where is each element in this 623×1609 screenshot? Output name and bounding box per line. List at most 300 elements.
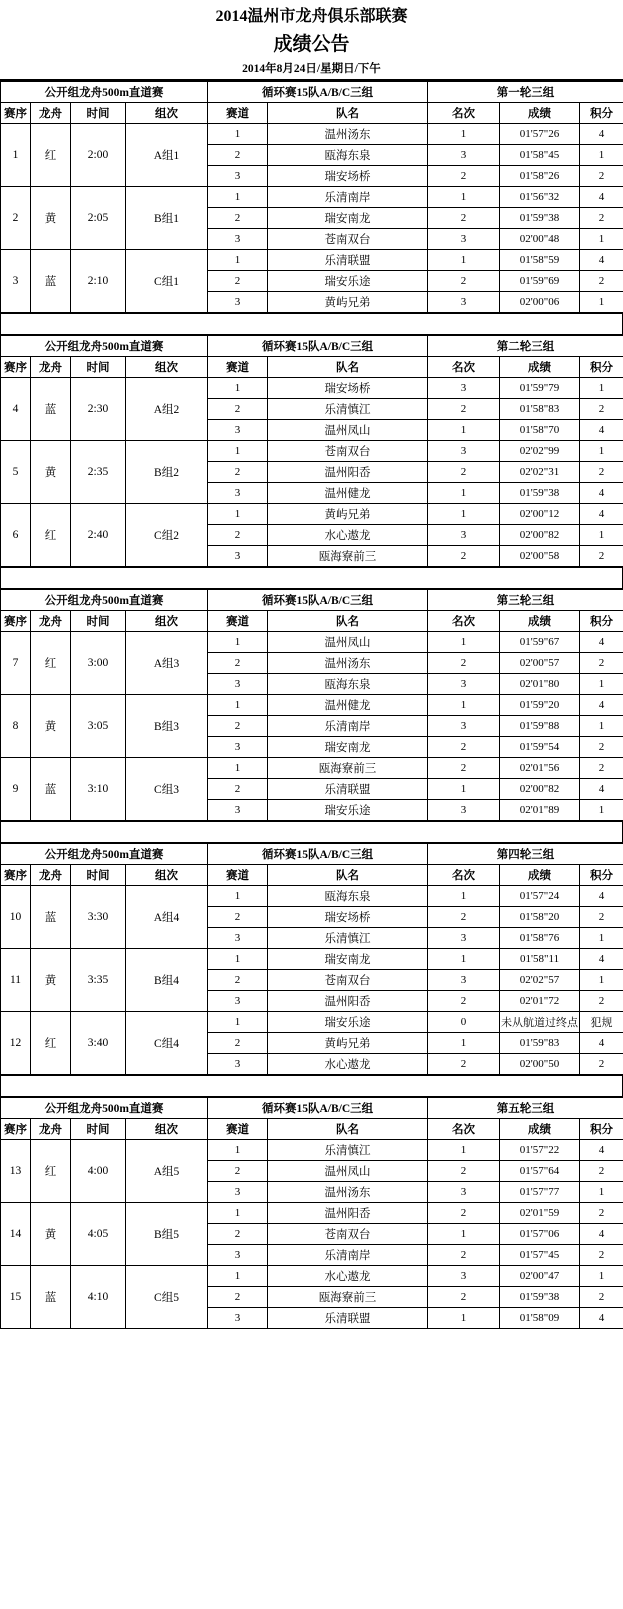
team-cell: 乐清慎江 bbox=[268, 1140, 428, 1161]
result-cell: 01'59"38 bbox=[500, 483, 580, 504]
points-cell: 2 bbox=[580, 1161, 623, 1182]
points-cell: 犯规 bbox=[580, 1012, 623, 1033]
result-cell: 01'59"67 bbox=[500, 632, 580, 653]
rank-cell: 2 bbox=[428, 1287, 500, 1308]
rank-cell: 1 bbox=[428, 504, 500, 525]
column-header-row bbox=[1, 611, 623, 632]
lane-cell: 1 bbox=[208, 632, 268, 653]
rank-cell: 1 bbox=[428, 250, 500, 271]
heat-group-cell: A组4 bbox=[126, 886, 208, 949]
heat-start-time-cell: 3:05 bbox=[71, 695, 126, 758]
table-row bbox=[1, 504, 623, 525]
lane-cell: 3 bbox=[208, 546, 268, 567]
result-cell: 01'58"11 bbox=[500, 949, 580, 970]
points-cell: 2 bbox=[580, 653, 623, 674]
format-label: 循环赛15队A/B/C三组 bbox=[208, 1098, 428, 1119]
result-cell: 01'57"26 bbox=[500, 124, 580, 145]
column-header-seq: 赛序 bbox=[1, 611, 31, 632]
lane-cell: 1 bbox=[208, 1203, 268, 1224]
lane-cell: 1 bbox=[208, 1266, 268, 1287]
team-cell: 黄屿兄弟 bbox=[268, 504, 428, 525]
column-header-lane: 赛道 bbox=[208, 865, 268, 886]
column-header-seq: 赛序 bbox=[1, 865, 31, 886]
points-cell: 1 bbox=[580, 525, 623, 546]
heat-boat-cell: 蓝 bbox=[31, 758, 71, 821]
lane-cell: 2 bbox=[208, 462, 268, 483]
team-cell: 瓯海寮前三 bbox=[268, 758, 428, 779]
lane-cell: 1 bbox=[208, 695, 268, 716]
heat-boat-cell: 蓝 bbox=[31, 250, 71, 313]
heat-group-cell: B组4 bbox=[126, 949, 208, 1012]
rank-cell: 3 bbox=[428, 378, 500, 399]
column-header-row bbox=[1, 1119, 623, 1140]
heat-boat-cell: 黄 bbox=[31, 949, 71, 1012]
heat-group-cell: A组1 bbox=[126, 124, 208, 187]
rank-cell: 3 bbox=[428, 970, 500, 991]
rank-cell: 2 bbox=[428, 208, 500, 229]
lane-cell: 2 bbox=[208, 1161, 268, 1182]
points-cell: 2 bbox=[580, 1287, 623, 1308]
column-header-team: 队名 bbox=[268, 357, 428, 378]
table-row bbox=[1, 1012, 623, 1033]
heat-seq-cell: 7 bbox=[1, 632, 31, 695]
format-label: 循环赛15队A/B/C三组 bbox=[208, 82, 428, 103]
heat-group-cell: B组3 bbox=[126, 695, 208, 758]
column-header-result: 成绩 bbox=[500, 865, 580, 886]
points-cell: 2 bbox=[580, 1054, 623, 1075]
result-cell: 02'00"06 bbox=[500, 292, 580, 313]
team-cell: 瓯海东泉 bbox=[268, 145, 428, 166]
round-table bbox=[0, 589, 623, 821]
heat-start-time-cell: 2:40 bbox=[71, 504, 126, 567]
separator-cell bbox=[1, 822, 623, 843]
heat-start-time-cell: 3:40 bbox=[71, 1012, 126, 1075]
points-cell: 4 bbox=[580, 632, 623, 653]
table-row bbox=[1, 187, 623, 208]
rank-cell: 3 bbox=[428, 525, 500, 546]
column-header-rank: 名次 bbox=[428, 865, 500, 886]
column-header-lane: 赛道 bbox=[208, 1119, 268, 1140]
separator-cell bbox=[1, 568, 623, 589]
heat-boat-cell: 红 bbox=[31, 504, 71, 567]
team-cell: 乐清联盟 bbox=[268, 779, 428, 800]
rounds-container bbox=[0, 81, 623, 1329]
rank-cell: 2 bbox=[428, 546, 500, 567]
round-separator bbox=[0, 821, 623, 843]
points-cell: 4 bbox=[580, 250, 623, 271]
heat-start-time-cell: 2:05 bbox=[71, 187, 126, 250]
points-cell: 1 bbox=[580, 970, 623, 991]
column-header-time: 时间 bbox=[71, 865, 126, 886]
team-cell: 温州汤东 bbox=[268, 1182, 428, 1203]
rank-cell: 2 bbox=[428, 271, 500, 292]
points-cell: 2 bbox=[580, 546, 623, 567]
heat-group-cell: B组1 bbox=[126, 187, 208, 250]
round-group-header-row bbox=[1, 336, 623, 357]
team-cell: 苍南双台 bbox=[268, 970, 428, 991]
heat-group-cell: C组1 bbox=[126, 250, 208, 313]
points-cell: 2 bbox=[580, 907, 623, 928]
lane-cell: 1 bbox=[208, 504, 268, 525]
result-cell: 02'00"47 bbox=[500, 1266, 580, 1287]
column-header-points: 积分 bbox=[580, 357, 623, 378]
result-cell: 01'57"22 bbox=[500, 1140, 580, 1161]
table-row bbox=[1, 124, 623, 145]
column-header-result: 成绩 bbox=[500, 611, 580, 632]
team-cell: 温州凤山 bbox=[268, 632, 428, 653]
heat-seq-cell: 3 bbox=[1, 250, 31, 313]
points-cell: 1 bbox=[580, 800, 623, 821]
heat-boat-cell: 黄 bbox=[31, 187, 71, 250]
heat-seq-cell: 2 bbox=[1, 187, 31, 250]
team-cell: 乐清南岸 bbox=[268, 187, 428, 208]
rank-cell: 2 bbox=[428, 166, 500, 187]
column-header-row bbox=[1, 865, 623, 886]
result-cell: 02'02"57 bbox=[500, 970, 580, 991]
points-cell: 2 bbox=[580, 1203, 623, 1224]
heat-boat-cell: 黄 bbox=[31, 695, 71, 758]
rank-cell: 3 bbox=[428, 229, 500, 250]
event-label: 公开组龙舟500m直道赛 bbox=[1, 844, 208, 865]
round-table bbox=[0, 843, 623, 1075]
team-cell: 温州凤山 bbox=[268, 1161, 428, 1182]
rank-cell: 3 bbox=[428, 928, 500, 949]
team-cell: 水心遨龙 bbox=[268, 1266, 428, 1287]
points-cell: 4 bbox=[580, 949, 623, 970]
team-cell: 瓯海寮前三 bbox=[268, 546, 428, 567]
result-cell: 02'01"59 bbox=[500, 1203, 580, 1224]
heat-seq-cell: 11 bbox=[1, 949, 31, 1012]
team-cell: 温州凤山 bbox=[268, 420, 428, 441]
points-cell: 4 bbox=[580, 886, 623, 907]
points-cell: 2 bbox=[580, 758, 623, 779]
heat-start-time-cell: 3:00 bbox=[71, 632, 126, 695]
result-cell: 02'01"80 bbox=[500, 674, 580, 695]
rank-cell: 2 bbox=[428, 1245, 500, 1266]
team-cell: 乐清慎江 bbox=[268, 399, 428, 420]
heat-seq-cell: 15 bbox=[1, 1266, 31, 1329]
rank-cell: 1 bbox=[428, 779, 500, 800]
column-header-time: 时间 bbox=[71, 611, 126, 632]
column-header-boat: 龙舟 bbox=[31, 865, 71, 886]
heat-seq-cell: 1 bbox=[1, 124, 31, 187]
lane-cell: 2 bbox=[208, 399, 268, 420]
column-header-heat: 组次 bbox=[126, 611, 208, 632]
team-cell: 温州健龙 bbox=[268, 483, 428, 504]
column-header-time: 时间 bbox=[71, 1119, 126, 1140]
points-cell: 2 bbox=[580, 991, 623, 1012]
format-label: 循环赛15队A/B/C三组 bbox=[208, 590, 428, 611]
lane-cell: 3 bbox=[208, 166, 268, 187]
round-separator bbox=[0, 1075, 623, 1097]
lane-cell: 2 bbox=[208, 1033, 268, 1054]
team-cell: 乐清联盟 bbox=[268, 250, 428, 271]
rank-cell: 1 bbox=[428, 1224, 500, 1245]
heat-seq-cell: 14 bbox=[1, 1203, 31, 1266]
lane-cell: 3 bbox=[208, 1182, 268, 1203]
result-cell: 02'00"57 bbox=[500, 653, 580, 674]
team-cell: 乐清南岸 bbox=[268, 716, 428, 737]
heat-start-time-cell: 2:35 bbox=[71, 441, 126, 504]
round-table bbox=[0, 81, 623, 313]
column-header-rank: 名次 bbox=[428, 103, 500, 124]
team-cell: 水心遨龙 bbox=[268, 525, 428, 546]
heat-group-cell: B组5 bbox=[126, 1203, 208, 1266]
lane-cell: 2 bbox=[208, 1287, 268, 1308]
lane-cell: 2 bbox=[208, 653, 268, 674]
points-cell: 1 bbox=[580, 928, 623, 949]
column-header-seq: 赛序 bbox=[1, 1119, 31, 1140]
column-header-points: 积分 bbox=[580, 1119, 623, 1140]
result-cell: 02'02"31 bbox=[500, 462, 580, 483]
table-row bbox=[1, 378, 623, 399]
lane-cell: 2 bbox=[208, 907, 268, 928]
points-cell: 1 bbox=[580, 716, 623, 737]
lane-cell: 2 bbox=[208, 145, 268, 166]
points-cell: 4 bbox=[580, 779, 623, 800]
team-cell: 温州汤东 bbox=[268, 124, 428, 145]
lane-cell: 1 bbox=[208, 758, 268, 779]
team-cell: 苍南双台 bbox=[268, 441, 428, 462]
points-cell: 4 bbox=[580, 187, 623, 208]
page-subtitle: 成绩公告 bbox=[273, 34, 350, 55]
event-label: 公开组龙舟500m直道赛 bbox=[1, 590, 208, 611]
column-header-result: 成绩 bbox=[500, 357, 580, 378]
result-cell: 01'59"88 bbox=[500, 716, 580, 737]
lane-cell: 2 bbox=[208, 271, 268, 292]
team-cell: 瑞安南龙 bbox=[268, 737, 428, 758]
rank-cell: 1 bbox=[428, 695, 500, 716]
lane-cell: 1 bbox=[208, 1012, 268, 1033]
rank-cell: 2 bbox=[428, 1054, 500, 1075]
rank-cell: 3 bbox=[428, 1266, 500, 1287]
heat-boat-cell: 红 bbox=[31, 1012, 71, 1075]
round-separator bbox=[0, 313, 623, 335]
table-row bbox=[1, 758, 623, 779]
lane-cell: 3 bbox=[208, 292, 268, 313]
table-row bbox=[1, 949, 623, 970]
heat-boat-cell: 黄 bbox=[31, 441, 71, 504]
points-cell: 4 bbox=[580, 1224, 623, 1245]
column-header-heat: 组次 bbox=[126, 357, 208, 378]
column-header-heat: 组次 bbox=[126, 103, 208, 124]
round-label: 第一轮三组 bbox=[428, 82, 623, 103]
column-header-lane: 赛道 bbox=[208, 103, 268, 124]
rank-cell: 2 bbox=[428, 907, 500, 928]
points-cell: 4 bbox=[580, 1140, 623, 1161]
heat-boat-cell: 蓝 bbox=[31, 378, 71, 441]
heat-group-cell: C组4 bbox=[126, 1012, 208, 1075]
points-cell: 1 bbox=[580, 378, 623, 399]
heat-seq-cell: 5 bbox=[1, 441, 31, 504]
round-group-header-row bbox=[1, 82, 623, 103]
result-cell: 01'58"09 bbox=[500, 1308, 580, 1329]
result-cell: 02'00"12 bbox=[500, 504, 580, 525]
heat-start-time-cell: 4:00 bbox=[71, 1140, 126, 1203]
rank-cell: 0 bbox=[428, 1012, 500, 1033]
heat-start-time-cell: 3:30 bbox=[71, 886, 126, 949]
round-label: 第二轮三组 bbox=[428, 336, 623, 357]
table-row bbox=[1, 886, 623, 907]
result-cell: 01'59"83 bbox=[500, 1033, 580, 1054]
rank-cell: 2 bbox=[428, 991, 500, 1012]
points-cell: 4 bbox=[580, 695, 623, 716]
points-cell: 2 bbox=[580, 1245, 623, 1266]
round-group-header-row bbox=[1, 1098, 623, 1119]
result-cell: 01'59"20 bbox=[500, 695, 580, 716]
result-cell: 01'57"06 bbox=[500, 1224, 580, 1245]
rank-cell: 1 bbox=[428, 632, 500, 653]
column-header-row bbox=[1, 357, 623, 378]
format-label: 循环赛15队A/B/C三组 bbox=[208, 844, 428, 865]
heat-start-time-cell: 2:30 bbox=[71, 378, 126, 441]
column-header-time: 时间 bbox=[71, 103, 126, 124]
team-cell: 瑞安南龙 bbox=[268, 949, 428, 970]
result-cell: 01'58"76 bbox=[500, 928, 580, 949]
page-title: 2014温州市龙舟俱乐部联赛 bbox=[215, 8, 408, 25]
heat-group-cell: C组5 bbox=[126, 1266, 208, 1329]
result-cell: 02'00"58 bbox=[500, 546, 580, 567]
rank-cell: 3 bbox=[428, 292, 500, 313]
column-header-team: 队名 bbox=[268, 611, 428, 632]
result-cell: 01'59"38 bbox=[500, 1287, 580, 1308]
rank-cell: 2 bbox=[428, 1161, 500, 1182]
heat-group-cell: C组3 bbox=[126, 758, 208, 821]
team-cell: 瑞安乐途 bbox=[268, 271, 428, 292]
team-cell: 温州阳岙 bbox=[268, 1203, 428, 1224]
heat-seq-cell: 13 bbox=[1, 1140, 31, 1203]
lane-cell: 3 bbox=[208, 737, 268, 758]
heat-seq-cell: 12 bbox=[1, 1012, 31, 1075]
lane-cell: 3 bbox=[208, 991, 268, 1012]
result-cell: 02'00"50 bbox=[500, 1054, 580, 1075]
lane-cell: 1 bbox=[208, 378, 268, 399]
rank-cell: 2 bbox=[428, 758, 500, 779]
result-cell: 01'58"59 bbox=[500, 250, 580, 271]
column-header-boat: 龙舟 bbox=[31, 611, 71, 632]
result-cell: 02'01"56 bbox=[500, 758, 580, 779]
team-cell: 乐清慎江 bbox=[268, 928, 428, 949]
lane-cell: 1 bbox=[208, 949, 268, 970]
team-cell: 瑞安南龙 bbox=[268, 208, 428, 229]
rank-cell: 2 bbox=[428, 653, 500, 674]
column-header-result: 成绩 bbox=[500, 103, 580, 124]
team-cell: 瓯海东泉 bbox=[268, 886, 428, 907]
lane-cell: 2 bbox=[208, 779, 268, 800]
round-group-header-row bbox=[1, 590, 623, 611]
table-row bbox=[1, 441, 623, 462]
heat-boat-cell: 红 bbox=[31, 124, 71, 187]
lane-cell: 3 bbox=[208, 420, 268, 441]
team-cell: 温州健龙 bbox=[268, 695, 428, 716]
column-header-boat: 龙舟 bbox=[31, 357, 71, 378]
heat-start-time-cell: 4:05 bbox=[71, 1203, 126, 1266]
heat-seq-cell: 8 bbox=[1, 695, 31, 758]
team-cell: 黄屿兄弟 bbox=[268, 1033, 428, 1054]
points-cell: 4 bbox=[580, 420, 623, 441]
column-header-seq: 赛序 bbox=[1, 357, 31, 378]
result-cell: 01'58"45 bbox=[500, 145, 580, 166]
column-header-result: 成绩 bbox=[500, 1119, 580, 1140]
lane-cell: 2 bbox=[208, 1224, 268, 1245]
team-cell: 瓯海东泉 bbox=[268, 674, 428, 695]
team-cell: 瑞安场桥 bbox=[268, 166, 428, 187]
team-cell: 温州汤东 bbox=[268, 653, 428, 674]
team-cell: 温州阳岙 bbox=[268, 462, 428, 483]
rank-cell: 3 bbox=[428, 441, 500, 462]
result-cell: 01'58"70 bbox=[500, 420, 580, 441]
points-cell: 1 bbox=[580, 229, 623, 250]
column-header-boat: 龙舟 bbox=[31, 1119, 71, 1140]
points-cell: 1 bbox=[580, 145, 623, 166]
result-cell: 01'57"24 bbox=[500, 886, 580, 907]
column-header-rank: 名次 bbox=[428, 1119, 500, 1140]
heat-group-cell: A组3 bbox=[126, 632, 208, 695]
column-header-seq: 赛序 bbox=[1, 103, 31, 124]
lane-cell: 2 bbox=[208, 716, 268, 737]
team-cell: 瑞安场桥 bbox=[268, 907, 428, 928]
result-cell: 02'01"72 bbox=[500, 991, 580, 1012]
team-cell: 苍南双台 bbox=[268, 229, 428, 250]
team-cell: 黄屿兄弟 bbox=[268, 292, 428, 313]
rank-cell: 3 bbox=[428, 674, 500, 695]
rank-cell: 3 bbox=[428, 800, 500, 821]
points-cell: 4 bbox=[580, 504, 623, 525]
heat-boat-cell: 蓝 bbox=[31, 1266, 71, 1329]
lane-cell: 3 bbox=[208, 800, 268, 821]
points-cell: 2 bbox=[580, 208, 623, 229]
column-header-boat: 龙舟 bbox=[31, 103, 71, 124]
points-cell: 1 bbox=[580, 674, 623, 695]
column-header-points: 积分 bbox=[580, 103, 623, 124]
points-cell: 1 bbox=[580, 1182, 623, 1203]
result-cell: 01'59"79 bbox=[500, 378, 580, 399]
heat-start-time-cell: 4:10 bbox=[71, 1266, 126, 1329]
rank-cell: 2 bbox=[428, 737, 500, 758]
rank-cell: 1 bbox=[428, 886, 500, 907]
rank-cell: 2 bbox=[428, 462, 500, 483]
result-cell: 02'02"99 bbox=[500, 441, 580, 462]
rank-cell: 1 bbox=[428, 1033, 500, 1054]
result-cell: 02'00"82 bbox=[500, 779, 580, 800]
table-row bbox=[1, 695, 623, 716]
points-cell: 1 bbox=[580, 441, 623, 462]
heat-seq-cell: 10 bbox=[1, 886, 31, 949]
team-cell: 瑞安乐途 bbox=[268, 800, 428, 821]
column-header-points: 积分 bbox=[580, 611, 623, 632]
heat-start-time-cell: 3:35 bbox=[71, 949, 126, 1012]
lane-cell: 3 bbox=[208, 674, 268, 695]
lane-cell: 2 bbox=[208, 525, 268, 546]
result-cell: 01'57"77 bbox=[500, 1182, 580, 1203]
separator-cell bbox=[1, 314, 623, 335]
table-row bbox=[1, 1140, 623, 1161]
points-cell: 2 bbox=[580, 737, 623, 758]
column-header-rank: 名次 bbox=[428, 611, 500, 632]
lane-cell: 1 bbox=[208, 886, 268, 907]
heat-group-cell: B组2 bbox=[126, 441, 208, 504]
column-header-heat: 组次 bbox=[126, 1119, 208, 1140]
rank-cell: 2 bbox=[428, 399, 500, 420]
column-header-row bbox=[1, 103, 623, 124]
round-label: 第三轮三组 bbox=[428, 590, 623, 611]
team-cell: 乐清南岸 bbox=[268, 1245, 428, 1266]
format-label: 循环赛15队A/B/C三组 bbox=[208, 336, 428, 357]
rank-cell: 1 bbox=[428, 1308, 500, 1329]
lane-cell: 1 bbox=[208, 250, 268, 271]
table-row bbox=[1, 1266, 623, 1287]
result-cell: 02'01"89 bbox=[500, 800, 580, 821]
